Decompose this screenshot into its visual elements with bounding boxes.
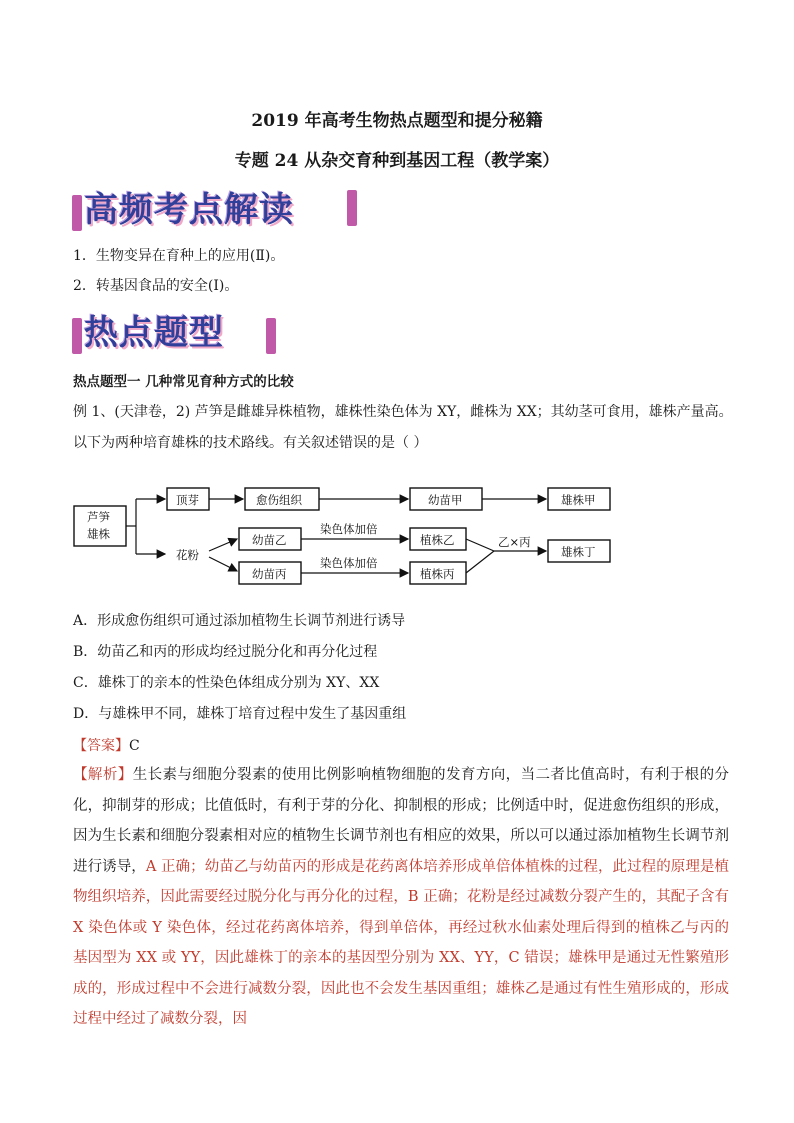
label-callus: 愈伤组织 — [256, 493, 302, 507]
document-title: 2019 年高考生物热点题型和提分秘籍 — [251, 111, 543, 131]
analysis-part2: A 正确；幼苗乙与幼苗丙的形成是花药离体培养形成单倍体植株的过程，此过程的原理是植物组织培养，因此需要经过脱分化与再分化的过程，B 正确；花粉是经过减数分裂产生的，其配子含有 X 染色体或 Y 染色体，经过花药离体培养，得到单倍体，再经过秋水仙素处理后得到的植株乙与丙的基因型为 XX 或 YY，因此雄株丁的亲本的基因型分别为 XX、YY，C 错误；雄株甲是通过无性繁殖形成的，形成过程中不会进行减数分裂，因此也不会发生基因重组；雄株乙是通过有性生殖形成的，形成过程中经过了减数分裂，因 — [73, 858, 730, 1027]
label-seedling-b: 幼苗乙 — [252, 533, 287, 547]
banner-hot-topics-text: 热点题型 — [84, 313, 224, 353]
document-subtitle: 专题 24 从杂交育种到基因工程（教学案） — [234, 151, 560, 171]
option-b: B．幼苗乙和丙的形成均经过脱分化和再分化过程 — [73, 644, 378, 660]
section-title: 热点题型一 几种常见育种方式的比较 — [73, 374, 294, 390]
option-a: A．形成愈伤组织可通过添加植物生长调节剂进行诱导 — [73, 613, 406, 629]
label-male-a: 雄株甲 — [561, 493, 596, 507]
start-label-line2: 雄株 — [87, 527, 110, 541]
answer-value: C — [129, 738, 140, 754]
banner-bracket-right — [266, 318, 276, 354]
banner-bracket-left — [72, 195, 82, 231]
label-male-d: 雄株丁 — [561, 545, 596, 559]
label-cross: 乙×丙 — [498, 535, 531, 549]
answer-line — [73, 736, 140, 756]
label-doubling-c: 染色体加倍 — [320, 556, 378, 570]
label-bud: 顶芽 — [176, 493, 199, 507]
label-doubling-b: 染色体加倍 — [320, 522, 378, 536]
banner-bracket-left — [72, 318, 82, 354]
question-stem-line2: 以下为两种培育雄株的技术路线。有关叙述错误的是（ ） — [73, 435, 428, 451]
objective-item: 2．转基因食品的安全(Ⅰ)。 — [73, 278, 239, 294]
question-stem-line1: 例 1、(天津卷，2) 芦笋是雌雄异株植物，雄株性染色体为 XY，雌株为 XX；其幼茎可食用，雄株产量高。 — [73, 404, 733, 420]
analysis-tag: 【解析】 — [73, 767, 133, 783]
label-pollen: 花粉 — [176, 548, 199, 562]
breeding-route-diagram — [70, 478, 630, 598]
option-d: D．与雄株甲不同，雄株丁培育过程中发生了基因重组 — [73, 706, 407, 722]
analysis-paragraph — [73, 760, 729, 1035]
banner-high-frequency-text: 高频考点解读 — [84, 190, 294, 230]
label-seedling-a: 幼苗甲 — [428, 493, 463, 507]
analysis-part1: 生长素与细胞分裂素的使用比例影响植物细胞的发育方向，当二者比值高时，有利于根的分化，抑制芽的形成；比值低时，有利于芽的分化、抑制根的形成；比例适中时，促进愈伤组织的形成，因为生长素和细胞分裂素相对应的植物生长调节剂也有相应的效果，所以可以通过添加植物生长调节剂进行诱导， — [73, 767, 730, 875]
answer-tag: 【答案】 — [73, 738, 129, 754]
banner-bracket-right — [347, 190, 357, 226]
label-plant-c: 植株丙 — [420, 567, 455, 581]
objective-item: 1．生物变异在育种上的应用(Ⅱ)。 — [73, 248, 285, 264]
label-plant-b: 植株乙 — [420, 533, 455, 547]
option-c: C．雄株丁的亲本的性染色体组成分别为 XY、XX — [73, 675, 380, 691]
start-label-line1: 芦笋 — [87, 510, 110, 524]
label-seedling-c: 幼苗丙 — [252, 567, 287, 581]
